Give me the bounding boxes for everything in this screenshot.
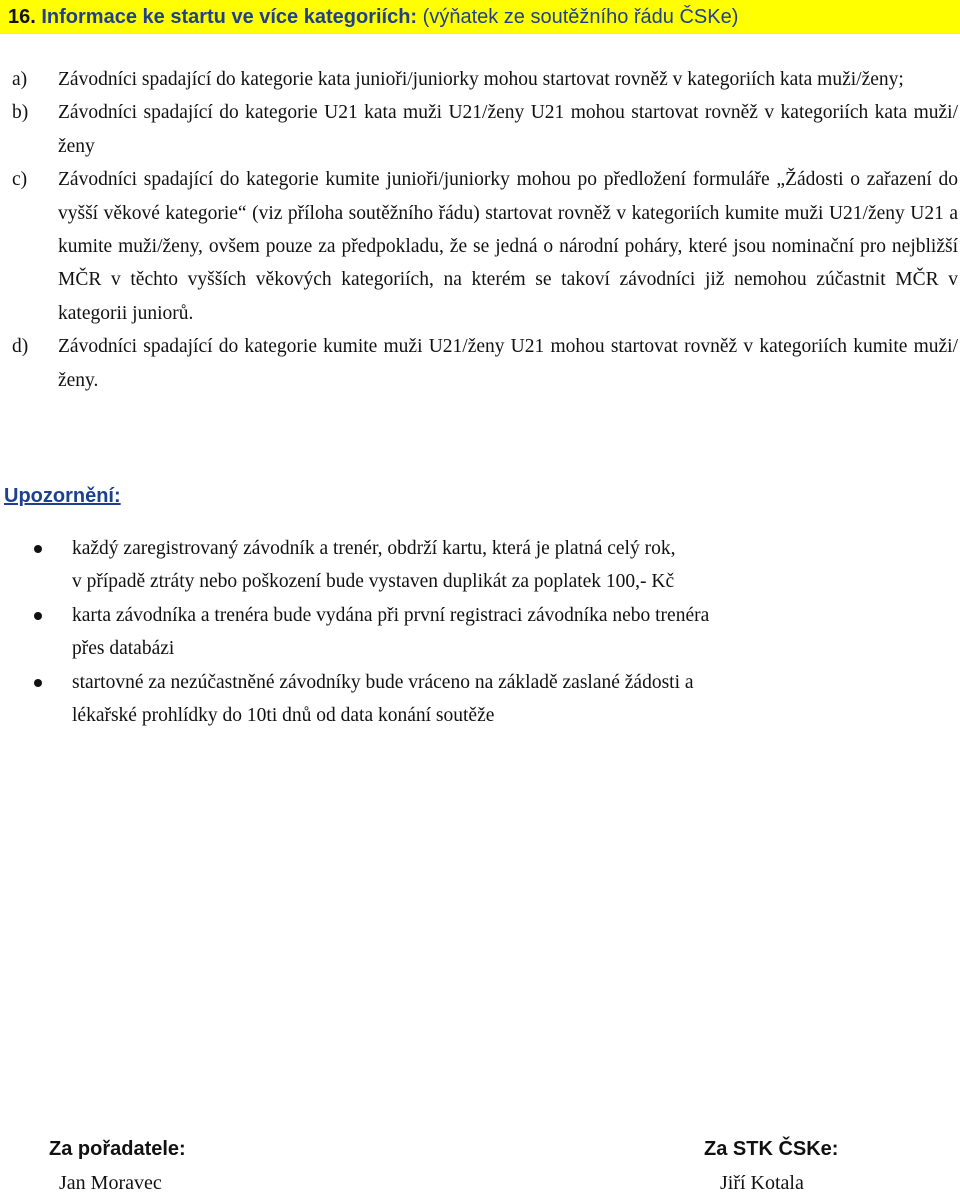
section-title: Informace ke startu ve více kategoriích: [41, 6, 418, 28]
rule-text: Závodníci spadající do kategorie kumite junioři/juniorky mohou po předložení formuláře „Žádosti o zařazení do vyšší věkové kategorie“ (viz příloha soutěžního řádu) startovat rovněž v kategoriích kumite muži U21/ženy U21 a kumite muži/ženy, ovšem pouze za předpokladu, že se jedná o národní poháry, které jsou nominační pro nejbližší MČR v těchto vyšších věkových kategoriích, na kterém se takoví závodníci již nemohou zúčastnit MČR v kategorii juniorů. [58, 169, 958, 324]
rule-item-a [12, 63, 958, 96]
warning-bullet-list [34, 532, 934, 732]
bullet-line: lékařské prohlídky do 10ti dnů od data konání soutěže [72, 705, 495, 727]
signature-role: Za pořadatele: [49, 1138, 186, 1160]
rule-text: Závodníci spadající do kategorie kumite muži U21/ženy U21 mohou startovat rovněž v kategoriích kumite muži/ženy. [58, 336, 958, 391]
bullet-line: v případě ztráty nebo poškození bude vystaven duplikát za poplatek 100,- Kč [72, 571, 675, 593]
bullet-line: každý zaregistrovaný závodník a trenér, obdrží kartu, která je platná celý rok, [72, 538, 676, 559]
bullet-line: karta závodníka a trenéra bude vydána při první registraci závodníka nebo trenéra [72, 604, 710, 626]
signature-role: Za STK ČSKe: [704, 1138, 839, 1160]
bullet-item [34, 532, 934, 599]
signature-stk [704, 1132, 838, 1200]
signature-organizer [49, 1132, 186, 1200]
signature-name: Jiří Kotala [720, 1172, 804, 1194]
rule-label: d) [12, 336, 29, 358]
rule-item-c [12, 163, 958, 330]
rule-label: b) [12, 102, 29, 124]
bullet-dot-icon [34, 545, 42, 553]
bullet-item [34, 599, 934, 666]
section-subtitle: (výňatek ze soutěžního řádu ČSKe) [422, 6, 739, 28]
rule-text: Závodníci spadající do kategorie U21 kata muži U21/ženy U21 mohou startovat rovněž v kategoriích kata muži/ženy [58, 102, 958, 157]
rule-item-b [12, 96, 958, 163]
warning-title: Upozornění: [4, 485, 121, 507]
section-heading [0, 0, 960, 34]
rule-text: Závodníci spadající do kategorie kata junioři/juniorky mohou startovat rovněž v kategoriích kata muži/ženy; [58, 69, 904, 90]
section-number: 16. [8, 6, 36, 28]
rule-label: c) [12, 169, 28, 191]
bullet-dot-icon [34, 612, 42, 620]
bullet-item [34, 666, 934, 733]
bullet-line: startovné za nezúčastněné závodníky bude vráceno na základě zaslané žádosti a [72, 671, 694, 693]
bullet-dot-icon [34, 679, 42, 687]
signature-name: Jan Moravec [59, 1172, 162, 1194]
rule-label: a) [12, 69, 28, 90]
rules-list [12, 63, 958, 397]
bullet-line: přes databázi [72, 638, 175, 660]
rule-item-d [12, 330, 958, 397]
